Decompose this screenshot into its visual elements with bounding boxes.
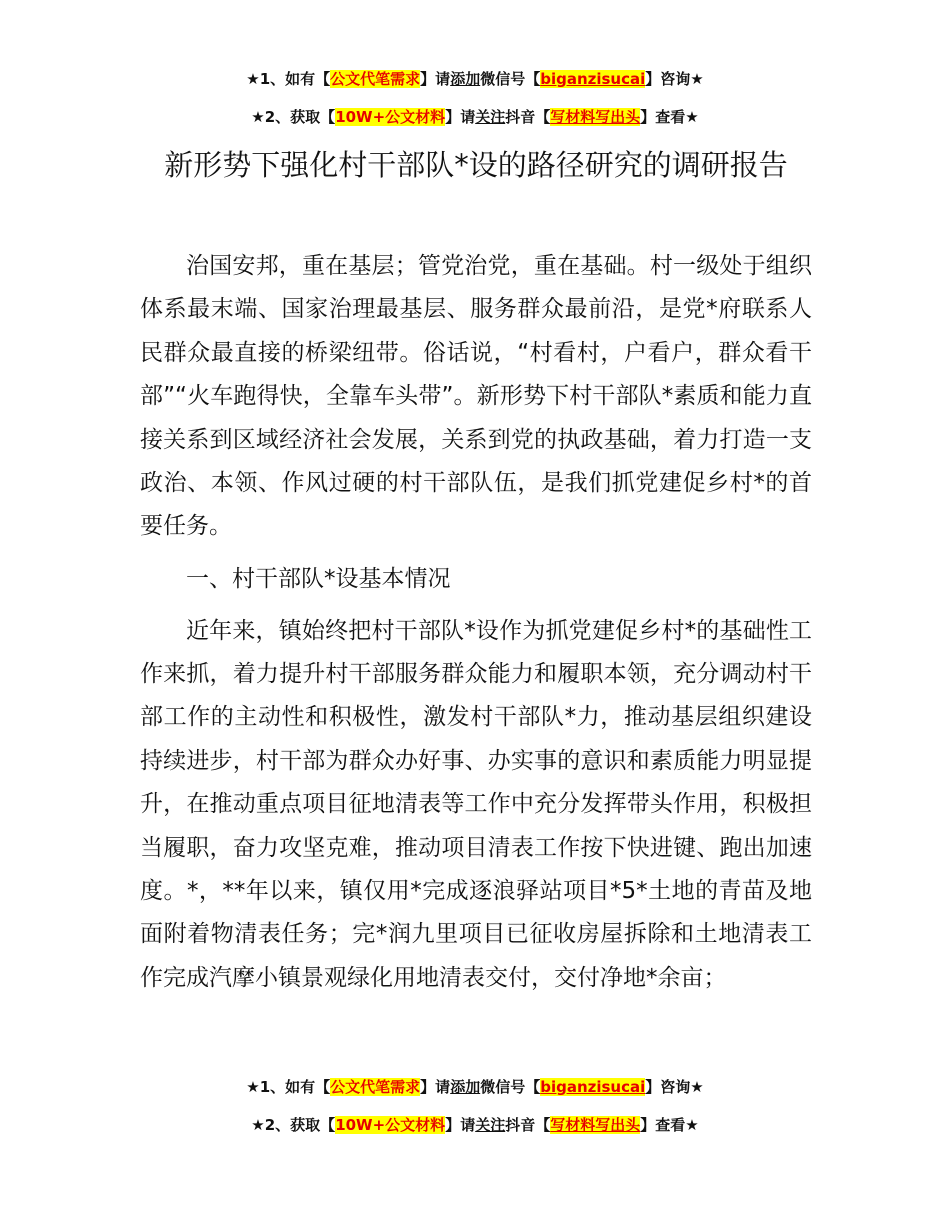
body-paragraph: 近年来，镇始终把村干部队*设作为抓党建促乡村*的基础性工作来抓，着力提升村干部服务群众能力和履职本领，充分调动村干部工作的主动性和积极性，激发村干部队*力，推动基层组织建设持续进步，村干部为群众办好事、办实事的意识和素质能力明显提升，在推动重点项目征地清表等工作中充分发挥带头作用，积极担当履职，奋力攻坚克难，推动项目清表工作按下快进键、跑出加速度。*，**年以来，镇仅用*完成逐浪驿站项目*5*土地的青苗及地面附着物清表任务；完*润九里项目已征收房屋拆除和土地清表工作完成汽摩小镇景观绿化用地清表交付，交付净地*余亩； [140,617,812,991]
document-body [140,245,812,1009]
emphasis-text: 关注 [475,1116,506,1134]
emphasis-text: 添加 [450,70,481,88]
document-title: 新形势下强化村干部队*设的路径研究的调研报告 [164,148,788,182]
notice-text: 】请 [420,1078,451,1096]
body-paragraph: 治国安邦，重在基层；管党治党，重在基础。村一级处于组织体系最末端、国家治理最基层、服务群众最前沿，是党*府联系人民群众最直接的桥梁纽带。俗话说，“村看村，户看户，群众看干部”“火车跑得快，全靠车头带”。新形势下村干部队*素质和能力直接关系到区域经济社会发展，关系到党的执政基础，着力打造一支政治、本领、作风过硬的村干部队伍，是我们抓党建促乡村*的首要任务。 [140,253,812,540]
notice-text: 】请 [420,70,451,88]
douyin-account-highlight: 写材料写出头 [550,1116,641,1134]
notice-text: 微信号【 [480,1078,541,1096]
highlight-service: 公文代笔需求 [330,70,421,88]
notice-text: 抖音【 [505,1116,551,1134]
notice-text: 】查看★ [640,108,699,126]
emphasis-text: 添加 [450,1078,481,1096]
promo-notice-line-1-footer [0,1076,950,1098]
notice-text: 微信号【 [480,70,541,88]
section-heading: 一、村干部队*设基本情况 [186,565,451,592]
notice-text: ★2、获取【 [251,1116,336,1134]
notice-text: 】请 [445,1116,476,1134]
highlight-materials: 10W+公文材料 [335,108,446,126]
notice-text: ★1、如有【 [246,1078,331,1096]
notice-text: 】咨询★ [645,1078,704,1096]
notice-text: ★2、获取【 [251,108,336,126]
promo-notice-line-2-footer [0,1114,950,1136]
promo-notice-line-2 [0,106,950,128]
highlight-service: 公文代笔需求 [330,1078,421,1096]
wechat-id-highlight: biganzisucai [540,1078,646,1096]
notice-text: 】咨询★ [645,70,704,88]
highlight-materials: 10W+公文材料 [335,1116,446,1134]
notice-text: 】查看★ [640,1116,699,1134]
notice-text: 】请 [445,108,476,126]
notice-text: ★1、如有【 [246,70,331,88]
douyin-account-highlight: 写材料写出头 [550,108,641,126]
promo-notice-line-1 [0,68,950,90]
emphasis-text: 关注 [475,108,506,126]
notice-text: 抖音【 [505,108,551,126]
wechat-id-highlight: biganzisucai [540,70,646,88]
